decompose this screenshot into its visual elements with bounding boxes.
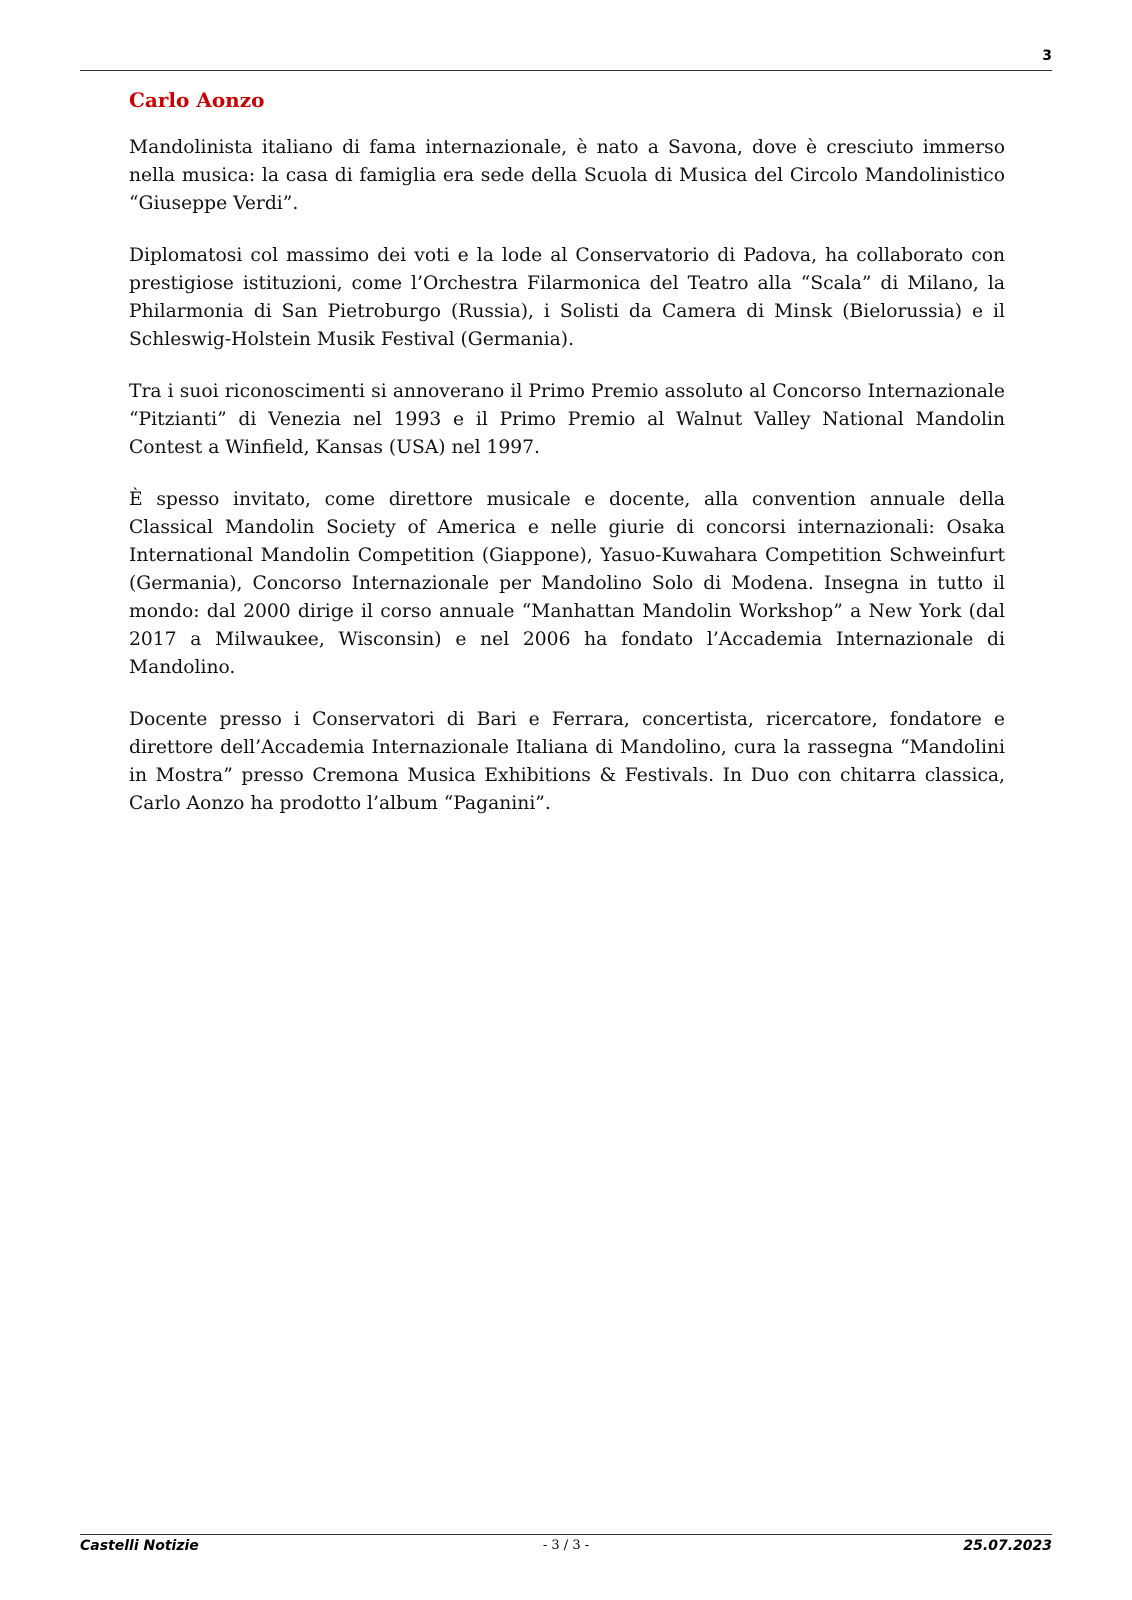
footer-divider xyxy=(80,1534,1052,1535)
page-number: 3 xyxy=(1042,48,1052,64)
header-divider xyxy=(80,70,1052,71)
paragraph-2: Diplomatosi col massimo dei voti e la lode al Conservatorio di Padova, ha collaborato con prestigiose istituzioni, come l’Orchestra Filarmonica del Teatro alla “Scala” di Milano, la Philarmonia di San Pietroburgo (Russia), i Solisti da Camera di Minsk (Bielorussia) e il Schleswig-Holstein Musik Festival (Germania). xyxy=(129,245,1005,350)
page-footer xyxy=(80,1538,1052,1558)
article-body xyxy=(129,86,1005,842)
footer-date: 25.07.2023 xyxy=(963,1538,1052,1554)
footer-publication: Castelli Notizie xyxy=(80,1538,199,1554)
article-title: Carlo Aonzo xyxy=(129,88,265,112)
paragraph-1: Mandolinista italiano di fama internazionale, è nato a Savona, dove è cresciuto immerso nella musica: la casa di famiglia era sede della Scuola di Musica del Circolo Mandolinistico “Giuseppe Verdi”. xyxy=(129,137,1005,214)
paragraph-3: Tra i suoi riconoscimenti si annoverano il Primo Premio assoluto al Concorso Internazionale “Pitzianti” di Venezia nel 1993 e il Primo Premio al Walnut Valley National Mandolin Contest a Winfield, Kansas (USA) nel 1997. xyxy=(129,381,1005,458)
paragraph-4: È spesso invitato, come direttore musicale e docente, alla convention annuale della Classical Mandolin Society of America e nelle giurie di concorsi internazionali: Osaka International Mandolin Competition (Giappone), Yasuo-Kuwahara Competition Schweinfurt (Germania), Concorso Internazionale per Mandolino Solo di Modena. Insegna in tutto il mondo: dal 2000 dirige il corso annuale “Manhattan Mandolin Workshop” a New York (dal 2017 a Milwaukee, Wisconsin) e nel 2006 ha fondato l’Accademia Internazionale di Mandolino. xyxy=(129,489,1005,678)
paragraph-5: Docente presso i Conservatori di Bari e Ferrara, concertista, ricercatore, fondatore e direttore dell’Accademia Internazionale Italiana di Mandolino, cura la rassegna “Mandolini in Mostra” presso Cremona Musica Exhibitions & Festivals. In Duo con chitarra classica, Carlo Aonzo ha prodotto l’album “Paganini”. xyxy=(129,709,1005,814)
footer-page-indicator: - 3 / 3 - xyxy=(542,1538,590,1553)
